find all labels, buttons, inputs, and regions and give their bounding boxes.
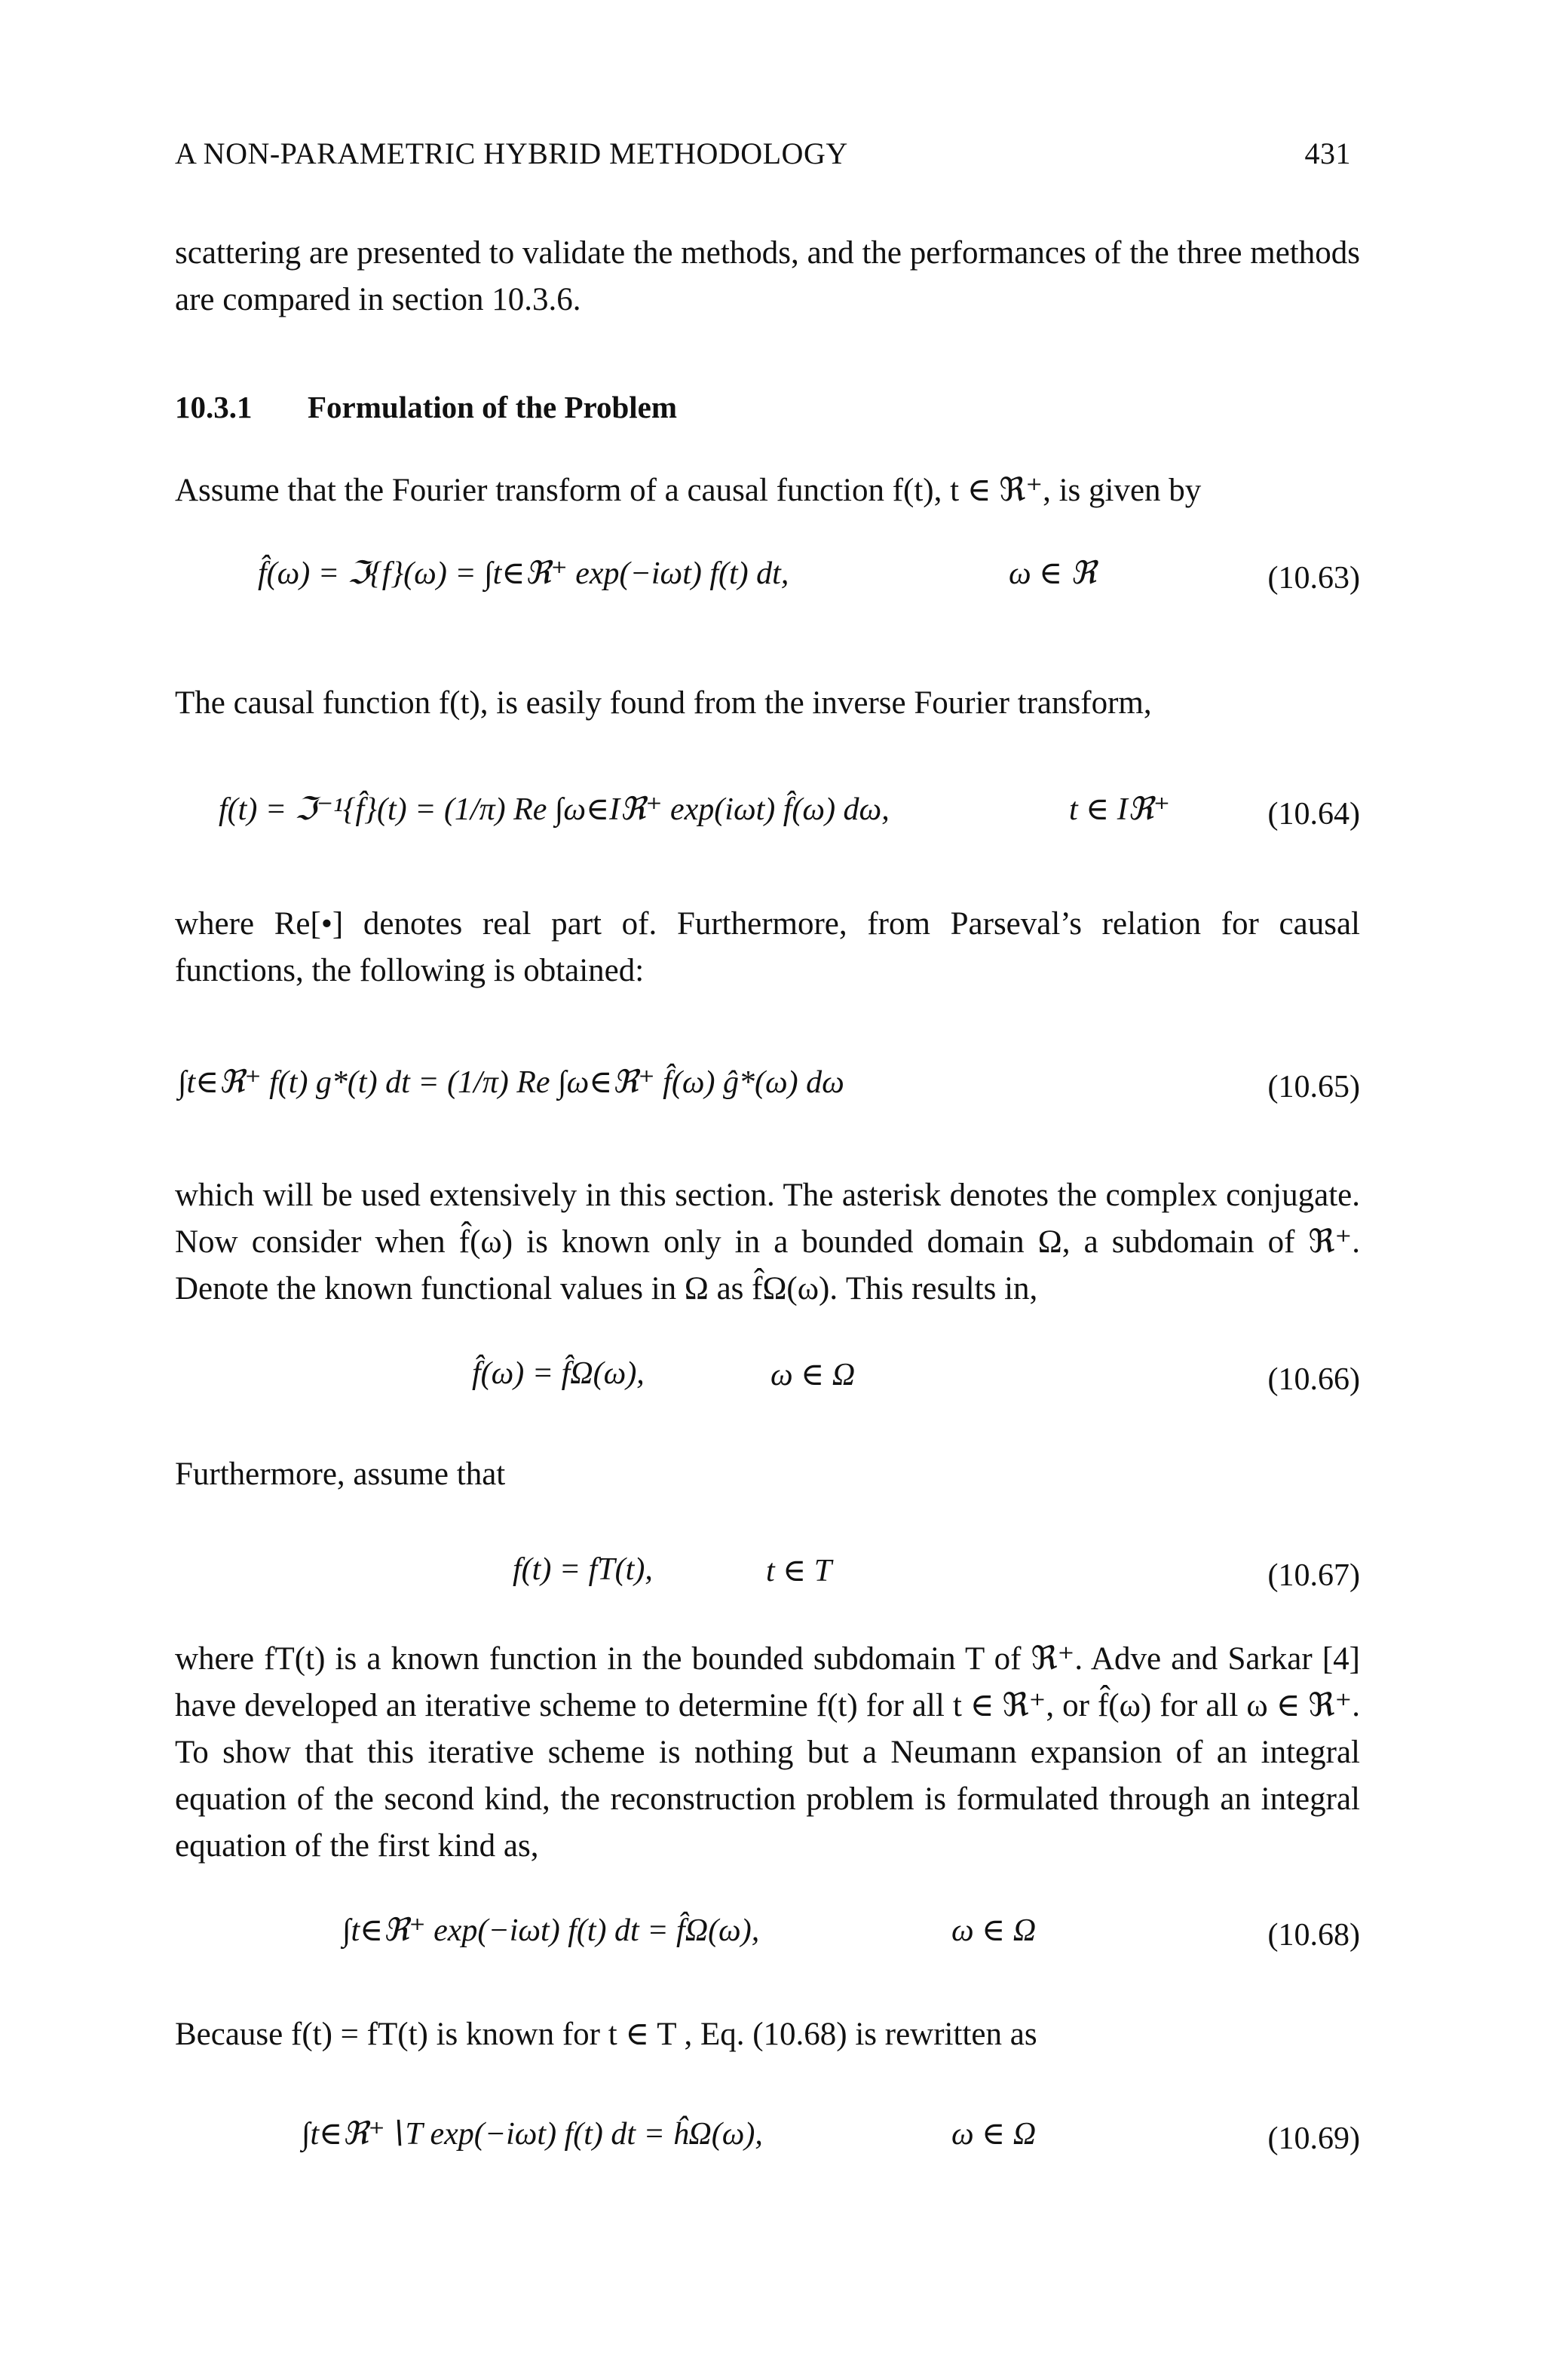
header-title: A NON-PARAMETRIC HYBRID METHODOLOGY (175, 136, 848, 170)
page-number: 431 (1304, 136, 1351, 170)
paragraph-intro: scattering are presented to validate the methods, and the performances of the three methods are compared in section 10.3.6. (175, 235, 1360, 317)
paragraph-causal: The causal function f(t), is easily found from the inverse Fourier transform, (175, 685, 1152, 721)
equation-number: (10.63) (1267, 561, 1360, 596)
equation-condition: ω ∈ ℜ (1009, 556, 1096, 591)
paragraph-adve-sarkar: where fT(t) is a known function in the bounded subdomain T of ℜ⁺. Adve and Sarkar [4] have developed an iterative scheme to determine f(t) for all t ∈ ℜ⁺, or f̂(ω) for all ω ∈ ℜ⁺. To show that this iterative scheme is nothing but a Neumann expansion of an integral equation of the second kind, the reconstruction problem is formulated through an integral equation of the first kind as, (175, 1641, 1360, 1864)
equation-expression: ∫t∈ℜ⁺ f(t) g*(t) dt = (1/π) Re ∫ω∈ℜ⁺ f̂(ω) ĝ*(ω) dω (178, 1065, 844, 1100)
equation-expression: ∫t∈ℜ⁺∖T exp(−iωt) f(t) dt = ĥΩ(ω), (302, 2117, 763, 2152)
equation-10-68 (0, 1911, 1544, 1979)
section-title: Formulation of the Problem (308, 390, 678, 424)
equation-number: (10.64) (1267, 797, 1360, 832)
paragraph-furthermore: Furthermore, assume that (175, 1456, 506, 1492)
paragraph-asterisk: which will be used extensively in this section. The asterisk denotes the complex conjugate. Now consider when f̂(ω) is known only in a bounded domain Ω, a subdomain of ℜ⁺. Denote the known functional values in Ω as f̂Ω(ω). This results in, (175, 1178, 1360, 1306)
equation-condition: ω ∈ Ω (951, 2117, 1037, 2152)
equation-10-63 (0, 554, 1544, 622)
equation-10-65 (0, 1063, 1544, 1131)
equation-expression: f̂(ω) = f̂Ω(ω), (472, 1356, 645, 1391)
equation-expression: ∫t∈ℜ⁺ exp(−iωt) f(t) dt = f̂Ω(ω), (342, 1913, 760, 1948)
paragraph-assume: Assume that the Fourier transform of a causal function f(t), t ∈ ℜ⁺, is given by (175, 473, 1202, 508)
equation-expression: f(t) = ℑ⁻¹{f̂}(t) = (1/π) Re ∫ω∈Iℜ⁺ exp(iωt) f̂(ω) dω, (219, 792, 890, 827)
equation-number: (10.69) (1267, 2121, 1360, 2156)
equation-condition: ω ∈ Ω (770, 1358, 856, 1392)
equation-10-66 (0, 1355, 1544, 1423)
equation-expression: f̂(ω) = ℑ{f}(ω) = ∫t∈ℜ⁺ exp(−iωt) f(t) dt, (258, 556, 789, 591)
equation-condition: t ∈ T (766, 1554, 832, 1588)
equation-number: (10.67) (1267, 1558, 1360, 1593)
paragraph-parseval: where Re[•] denotes real part of. Furthermore, from Parseval’s relation for causal functions, the following is obtained: (175, 906, 1360, 988)
equation-expression: f(t) = fT(t), (513, 1552, 653, 1587)
equation-10-67 (0, 1551, 1544, 1619)
paragraph-because: Because f(t) = fT(t) is known for t ∈ T , Eq. (10.68) is rewritten as (175, 2017, 1037, 2052)
equation-condition: t ∈ Iℜ⁺ (1069, 792, 1171, 827)
running-header (175, 136, 1351, 181)
equation-number: (10.66) (1267, 1362, 1360, 1397)
equation-number: (10.68) (1267, 1918, 1360, 1953)
section-heading (175, 389, 677, 425)
equation-10-64 (0, 790, 1544, 858)
equation-10-69 (0, 2115, 1544, 2182)
section-number: 10.3.1 (175, 390, 253, 424)
equation-number: (10.65) (1267, 1070, 1360, 1104)
equation-condition: ω ∈ Ω (951, 1913, 1037, 1948)
